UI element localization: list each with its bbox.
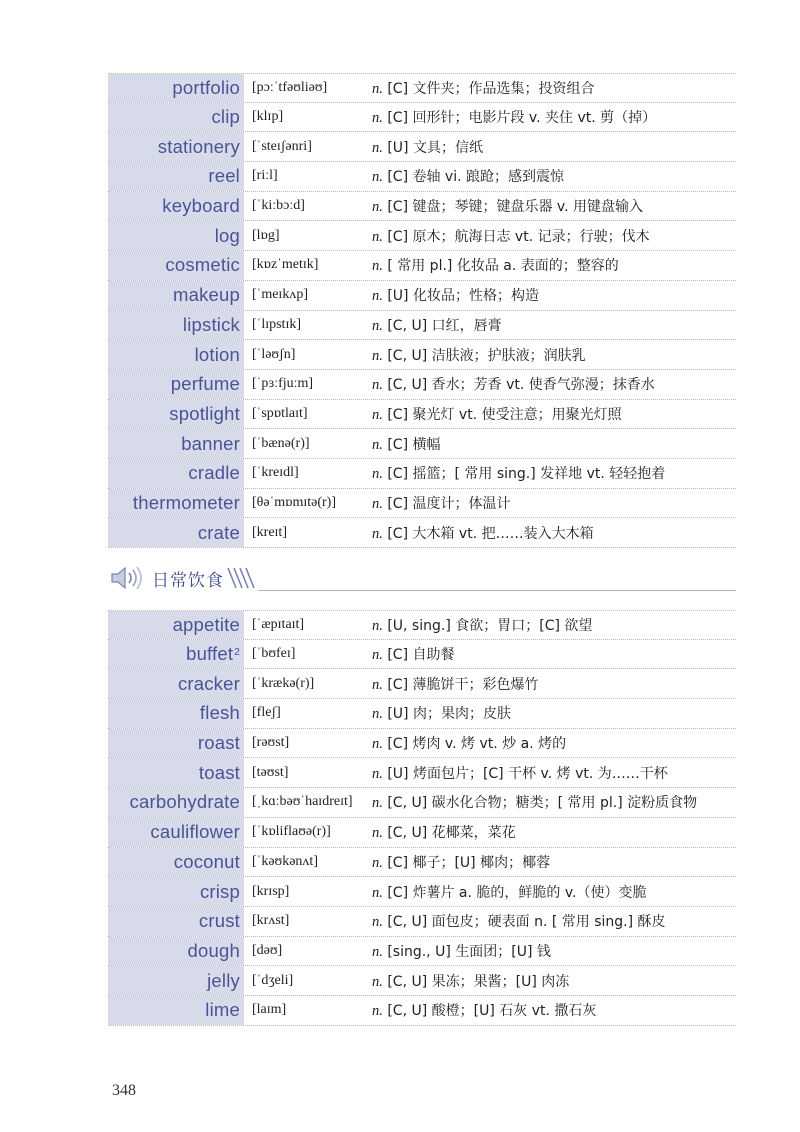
headword: jelly: [108, 966, 244, 995]
headword: cradle: [108, 459, 244, 488]
part-of-speech: n.: [372, 288, 383, 305]
pronunciation: [fleʃ]: [252, 705, 281, 721]
headword: reel: [108, 162, 244, 191]
headword: cracker: [108, 669, 244, 698]
definition: n. [C, U] 口红，唇膏: [372, 317, 502, 334]
section-header: [108, 560, 736, 596]
headword: cauliflower: [108, 818, 244, 847]
headword-superscript: 2: [234, 646, 240, 658]
part-of-speech: n.: [372, 228, 383, 245]
definition: n. [C] 薄脆饼干；彩色爆竹: [372, 676, 539, 693]
part-of-speech: n.: [372, 317, 383, 334]
headword: buffet $^2$: [108, 640, 244, 669]
pronunciation: [krʌst]: [252, 913, 290, 929]
table-row: [108, 192, 736, 222]
part-of-speech: n.: [372, 765, 383, 782]
part-of-speech: n.: [372, 525, 383, 542]
part-of-speech: n.: [372, 884, 383, 901]
pronunciation: [ˈpɜːfjuːm]: [252, 376, 314, 392]
part-of-speech: n.: [372, 706, 383, 723]
pronunciation: [kɒzˈmetɪk]: [252, 257, 319, 273]
definition: n. [C, U] 面包皮；硬表面 n. [ 常用 sing.] 酥皮: [372, 914, 666, 931]
part-of-speech: n.: [372, 169, 383, 186]
headword: flesh: [108, 699, 244, 728]
definition: n. [U, sing.] 食欲；胃口；[C] 欲望: [372, 617, 593, 634]
headword: spotlight: [108, 400, 244, 429]
page-number: 348: [112, 1082, 136, 1099]
section-rule: [258, 590, 736, 591]
definition: n. [C] 温度计；体温计: [372, 495, 511, 512]
pronunciation: [ˈspɒtlaɪt]: [252, 405, 308, 421]
table-row: [108, 699, 736, 729]
headword: makeup: [108, 281, 244, 310]
headword: lime: [108, 996, 244, 1025]
headword: portfolio: [108, 74, 244, 102]
part-of-speech: n.: [372, 139, 383, 156]
part-of-speech: n.: [372, 647, 383, 664]
headword: thermometer: [108, 489, 244, 518]
table-row: [108, 281, 736, 311]
table-row: [108, 429, 736, 459]
pronunciation: [ˈbænə(r)]: [252, 435, 310, 451]
definition: n. [C] 聚光灯 vt. 使受注意；用聚光灯照: [372, 406, 622, 423]
definition: n. [C] 横幅: [372, 436, 441, 453]
pronunciation: [ˈkəʊkənʌt]: [252, 853, 318, 869]
pronunciation: [ˈbʊfeɪ]: [252, 646, 296, 662]
pronunciation: [klɪp]: [252, 109, 284, 125]
definition: n. [U] 烤面包片；[C] 干杯 v. 烤 vt. 为……干杯: [372, 765, 668, 782]
pronunciation: [ˈdʒeli]: [252, 972, 294, 988]
definition: n. [C] 大木箱 vt. 把……装入大木箱: [372, 525, 594, 542]
pronunciation: [ˈləʊʃn]: [252, 346, 296, 362]
headword: lotion: [108, 340, 244, 369]
table-row: [108, 758, 736, 788]
table-row: [108, 729, 736, 759]
table-row: [108, 877, 736, 907]
part-of-speech: n.: [372, 973, 383, 990]
table-row: [108, 640, 736, 670]
table-row: [108, 518, 736, 548]
pronunciation: [lɒg]: [252, 227, 280, 243]
pronunciation: [ˈmeɪkʌp]: [252, 287, 308, 303]
headword: banner: [108, 429, 244, 458]
pronunciation: [təʊst]: [252, 764, 289, 780]
definition: n. [C] 烤肉 v. 烤 vt. 炒 a. 烤的: [372, 736, 567, 753]
headword: appetite: [108, 611, 244, 639]
definition: n. [C] 自助餐: [372, 647, 455, 664]
definition: n. [U] 肉；果肉；皮肤: [372, 706, 511, 723]
part-of-speech: n.: [372, 854, 383, 871]
definition: n. [C, U] 酸橙；[U] 石灰 vt. 撒石灰: [372, 1003, 597, 1020]
table-row: [108, 311, 736, 341]
headword: keyboard: [108, 192, 244, 221]
headword: perfume: [108, 370, 244, 399]
part-of-speech: n.: [372, 258, 383, 275]
headword: crate: [108, 518, 244, 547]
vocabulary-table-2: [108, 610, 736, 1026]
pronunciation: [dəʊ]: [252, 942, 283, 958]
part-of-speech: n.: [372, 110, 383, 127]
table-row: [108, 489, 736, 519]
table-row: [108, 73, 736, 103]
table-row: [108, 370, 736, 400]
pronunciation: [ˈkɒliflaʊə(r)]: [252, 824, 331, 840]
headword: crust: [108, 907, 244, 936]
definition: n. [C] 炸薯片 a. 脆的，鲜脆的 v.（使）变脆: [372, 884, 647, 901]
part-of-speech: n.: [372, 377, 383, 394]
definition: n. [C] 椰子；[U] 椰肉；椰蓉: [372, 854, 551, 871]
definition: n. [C, U] 花椰菜，菜花: [372, 825, 516, 842]
headword: carbohydrate: [108, 788, 244, 817]
definition: n. [C, U] 洁肤液；护肤液；润肤乳: [372, 347, 586, 364]
definition: n. [U] 化妆品；性格；构造: [372, 288, 539, 305]
pronunciation: [ˌkɑːbəʊˈhaɪdreɪt]: [252, 794, 353, 810]
headword: cosmetic: [108, 251, 244, 280]
definition: n. [C, U] 碳水化合物；糖类；[ 常用 pl.] 淀粉质食物: [372, 795, 698, 812]
pronunciation: [ˈkiːbɔːd]: [252, 198, 305, 214]
part-of-speech: n.: [372, 825, 383, 842]
table-row: [108, 788, 736, 818]
table-row: [108, 610, 736, 640]
headword: crisp: [108, 877, 244, 906]
definition: n. [U] 文具；信纸: [372, 139, 483, 156]
definition: n. [sing., U] 生面团；[U] 钱: [372, 943, 551, 960]
part-of-speech: n.: [372, 436, 383, 453]
table-row: [108, 937, 736, 967]
headword: toast: [108, 758, 244, 787]
part-of-speech: n.: [372, 795, 383, 812]
definition: n. [ 常用 pl.] 化妆品 a. 表面的；整容的: [372, 258, 619, 275]
headword: dough: [108, 937, 244, 966]
table-row: [108, 340, 736, 370]
table-row: [108, 459, 736, 489]
part-of-speech: n.: [372, 617, 383, 634]
headword: log: [108, 221, 244, 250]
headword: coconut: [108, 848, 244, 877]
pronunciation: [pɔːˈtfəʊliəʊ]: [252, 79, 328, 95]
headword: roast: [108, 729, 244, 758]
table-row: [108, 251, 736, 281]
hatch-decoration: [226, 566, 256, 590]
table-row: [108, 848, 736, 878]
definition: n. [C] 原木；航海日志 vt. 记录；行驶；伐木: [372, 228, 650, 245]
table-row: [108, 818, 736, 848]
pronunciation: [ˈsteɪʃənri]: [252, 138, 312, 154]
definition: n. [C] 摇篮；[ 常用 sing.] 发祥地 vt. 轻轻抱着: [372, 466, 666, 483]
definition: n. [C, U] 香水；芳香 vt. 使香气弥漫；抹香水: [372, 377, 655, 394]
table-row: [108, 996, 736, 1026]
pronunciation: [ˈlɪpstɪk]: [252, 316, 301, 332]
part-of-speech: n.: [372, 943, 383, 960]
table-row: [108, 400, 736, 430]
part-of-speech: n.: [372, 914, 383, 931]
pronunciation: [krɪsp]: [252, 883, 290, 899]
table-row: [108, 162, 736, 192]
definition: n. [C] 键盘；琴键；键盘乐器 v. 用键盘输入: [372, 199, 644, 216]
part-of-speech: n.: [372, 495, 383, 512]
definition: n. [C, U] 果冻；果酱；[U] 肉冻: [372, 973, 570, 990]
table-row: [108, 966, 736, 996]
pronunciation: [laɪm]: [252, 1002, 287, 1018]
pronunciation: [rəʊst]: [252, 735, 290, 751]
pronunciation: [ˈæpɪtaɪt]: [252, 616, 305, 632]
part-of-speech: n.: [372, 80, 383, 97]
part-of-speech: n.: [372, 406, 383, 423]
table-row: [108, 221, 736, 251]
part-of-speech: n.: [372, 1003, 383, 1020]
speaker-icon: [108, 564, 152, 592]
pronunciation: [θəˈmɒmɪtə(r)]: [252, 494, 336, 510]
definition: n. [C] 文件夹；作品选集；投资组合: [372, 80, 595, 97]
part-of-speech: n.: [372, 736, 383, 753]
table-row: [108, 132, 736, 162]
pronunciation: [kreɪt]: [252, 524, 287, 540]
table-row: [108, 669, 736, 699]
headword: stationery: [108, 132, 244, 161]
headword: lipstick: [108, 311, 244, 340]
headword: clip: [108, 103, 244, 132]
part-of-speech: n.: [372, 466, 383, 483]
pronunciation: [ˈkrækə(r)]: [252, 675, 315, 691]
part-of-speech: n.: [372, 676, 383, 693]
definition: n. [C] 卷轴 vi. 踉跄；感到震惊: [372, 169, 564, 186]
table-row: [108, 907, 736, 937]
vocabulary-table-1: [108, 73, 736, 548]
pronunciation: [ˈkreɪdl]: [252, 465, 299, 481]
part-of-speech: n.: [372, 347, 383, 364]
pronunciation: [riːl]: [252, 168, 278, 184]
section-title: 日常饮食: [152, 571, 224, 591]
definition: n. [C] 回形针；电影片段 v. 夹住 vt. 剪（掉）: [372, 110, 657, 127]
part-of-speech: n.: [372, 199, 383, 216]
table-row: [108, 103, 736, 133]
